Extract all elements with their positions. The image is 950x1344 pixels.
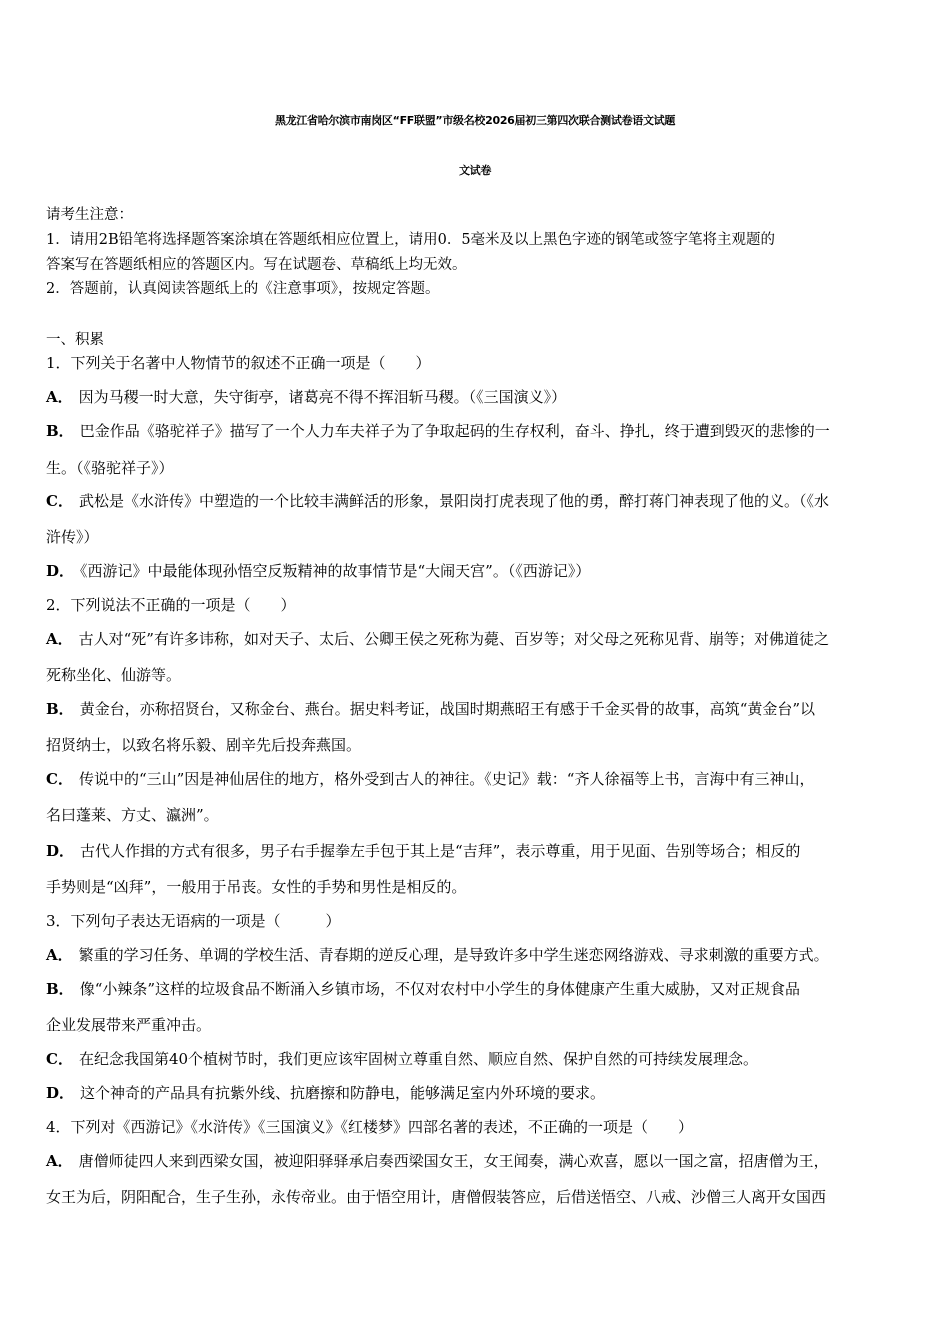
q1-option-b [46,420,830,441]
q2-option-d [46,840,800,861]
option-label: A． [46,946,73,964]
q4-option-a-cont: 女王为后，阴阳配合，生子生孙，永传帝业。由于悟空用计，唐僧假装答应，后借送悟空、八戒、沙僧三人离开女国西 [46,1188,827,1206]
q2-option-b [46,698,815,719]
notice-heading: 请考生注意： [46,207,133,223]
option-text: 黄金台，亦称招贤台，又称金台、燕台。据史料考证，战国时期燕昭王有感于千金买骨的故事，高筑“黄金台”以 [79,700,816,718]
q3-option-b-cont: 企业发展带来严重冲击。 [46,1016,212,1034]
option-text: 像“小辣条”这样的垃圾食品不断涌入乡镇市场，不仅对农村中小学生的身体健康产生重大威胁，又对正规食品 [79,980,801,998]
option-label: A． [46,388,73,406]
q4-option-a [46,1150,829,1171]
notice-item-2: 2．答题前，认真阅读答题纸上的《注意事项》，按规定答题。 [46,281,440,297]
question-3-stem: 3．下列句子表达无语病的一项是（ ） [46,912,341,930]
q2-option-a [46,628,829,649]
option-text: 传说中的“三山”因是神仙居住的地方，格外受到古人的神往。《史记》载：“齐人徐福等上书，言海中有三神山， [78,770,815,788]
q1-option-c-cont: 浒传》） [46,528,99,546]
q1-option-b-cont: 生。（《骆驼祥子》） [46,459,174,477]
option-label: A． [46,630,73,648]
option-label: C． [46,770,73,788]
option-text: 古人对“死”有许多讳称，如对天子、太后、公卿王侯之死称为薨、百岁等；对父母之死称见背、崩等；对佛道徒之 [78,630,829,648]
question-2-stem: 2．下列说法不正确的一项是（ ） [46,596,296,614]
q2-option-c [46,768,814,789]
q3-option-a [46,944,829,965]
question-4-stem: 4．下列对《西游记》《水浒传》《三国演义》《红楼梦》四部名著的表述，不正确的一项是（ ） [46,1118,694,1136]
q1-option-d [46,560,590,581]
option-label: D． [46,842,75,860]
option-label: A． [46,1152,73,1170]
q2-option-b-cont: 招贤纳士，以致名将乐毅、剧辛先后投奔燕国。 [46,736,362,754]
q2-option-a-cont: 死称坐化、仙游等。 [46,666,182,684]
notice-item-1-line-2: 答案写在答题纸相应的答题区内。写在试题卷、草稿纸上均无效。 [46,257,467,273]
exam-title-line-2: 文试卷 [458,164,492,177]
option-label: C． [46,1050,73,1068]
q1-option-a [46,386,566,407]
q3-option-d [46,1082,605,1103]
q2-option-c-cont: 名曰蓬莱、方丈、瀛洲”。 [46,806,219,824]
notice-item-1-line-1: 1．请用2B铅笔将选择题答案涂填在答题纸相应位置上，请用0．5毫米及以上黑色字迹的钢笔或签字笔将主观题的 [46,232,776,248]
option-text: 古代人作揖的方式有很多，男子右手握拳左手包于其上是“吉拜”，表示尊重，用于见面、告别等场合；相反的 [80,842,801,860]
q3-option-c [46,1048,758,1069]
q1-option-c [46,490,829,511]
q2-option-d-cont: 手势则是“凶拜”，一般用于吊丧。女性的手势和男性是相反的。 [46,878,467,896]
option-label: D． [46,1084,75,1102]
option-label: B． [46,422,74,440]
option-text: 武松是《水浒传》中塑造的一个比较丰满鲜活的形象，景阳岗打虎表现了他的勇，醉打蒋门神表现了他的义。（《水 [78,492,829,510]
option-label: D． [46,562,75,580]
q3-option-b [46,978,800,999]
option-text: 繁重的学习任务、单调的学校生活、青春期的逆反心理，是导致许多中学生迷恋网络游戏、寻求刺激的重要方式。 [78,946,829,964]
section-heading: 一、积累 [46,332,104,348]
option-text: 因为马稷一时大意，失守街亭，诸葛亮不得不挥泪斩马稷。（《三国演义》） [78,388,567,406]
option-text: 巴金作品《骆驼祥子》描写了一个人力车夫祥子为了争取起码的生存权利，奋斗、挣扎，终于遭到毁灭的悲惨的一 [79,422,830,440]
question-1-stem: 1．下列关于名著中人物情节的叙述不正确一项是（ ） [46,354,431,372]
option-text: 《西游记》中最能体现孙悟空反叛精神的故事情节是“大闹天宫”。（《西游记》） [80,562,591,580]
option-label: B． [46,700,74,718]
option-text: 这个神奇的产品具有抗紫外线、抗磨擦和防静电，能够满足室内外环境的要求。 [80,1084,606,1102]
option-label: C． [46,492,73,510]
option-text: 在纪念我国第40个植树节时，我们更应该牢固树立尊重自然、顺应自然、保护自然的可持续发展理念。 [78,1050,759,1068]
exam-title-line-1: 黑龙江省哈尔滨市南岗区“FF联盟”市级名校2026届初三第四次联合测试卷语文试题 [274,114,676,127]
option-text: 唐僧师徒四人来到西梁女国，被迎阳驿驿承启奏西梁国女王，女王闻奏，满心欢喜，愿以一国之富，招唐僧为王， [78,1152,829,1170]
option-label: B． [46,980,74,998]
